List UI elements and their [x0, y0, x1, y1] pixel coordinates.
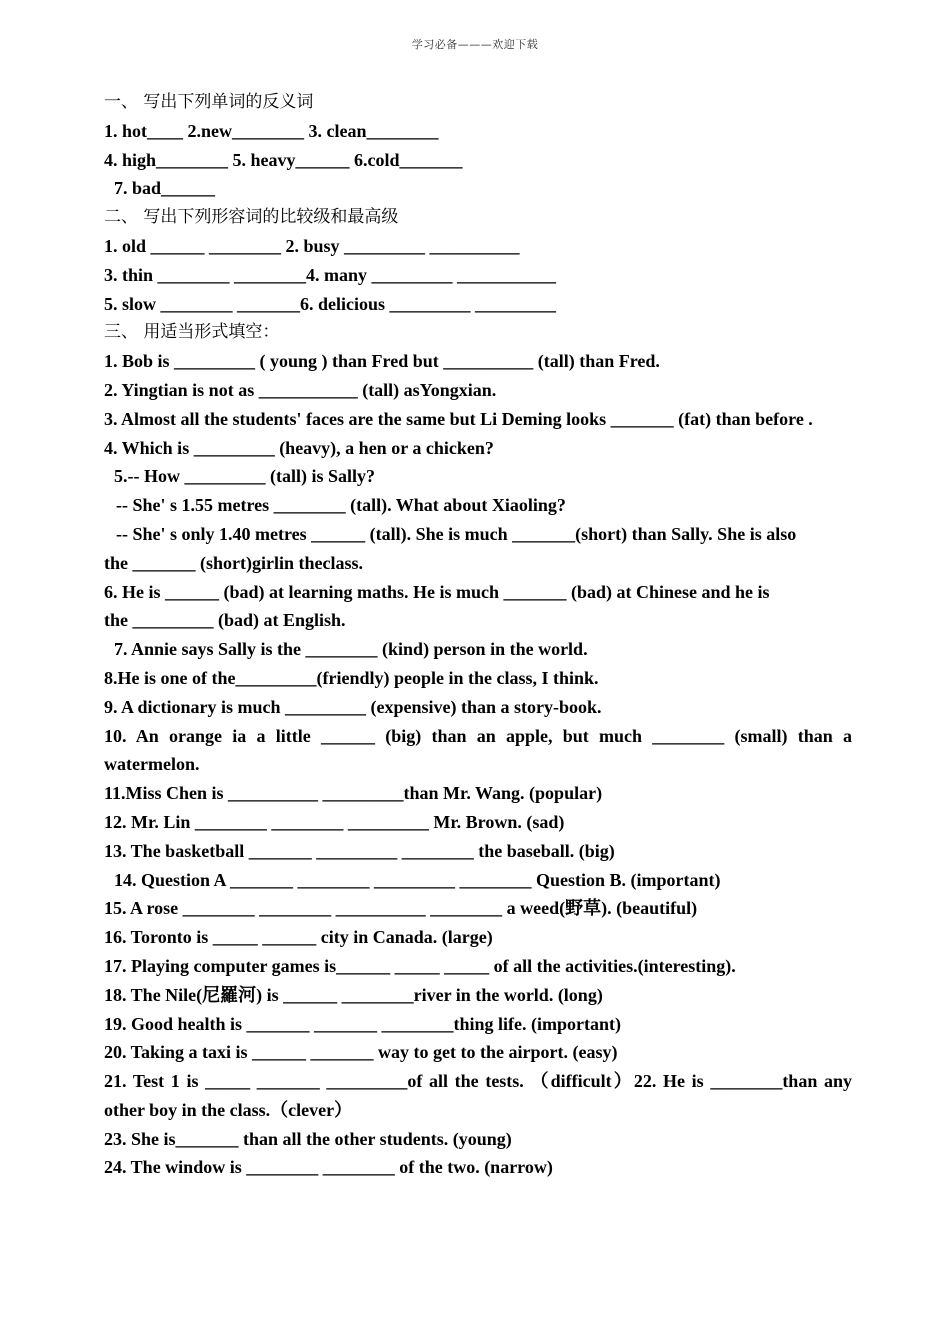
exercise-line: 18. The Nile(尼羅河) is ______ ________river in the world. (long): [104, 984, 603, 1005]
exercise-line: -- She' s 1.55 metres ________ (tall). What about Xiaoling?: [116, 495, 566, 516]
exercise-line: the _________ (bad) at English.: [104, 610, 346, 631]
section-heading: 三、 用适当形式填空：: [104, 322, 280, 343]
exercise-line: 8.He is one of the_________(friendly) people in the class, I think.: [104, 667, 599, 688]
exercise-line: 2. Yingtian is not as ___________ (tall) asYongxian.: [104, 379, 497, 400]
exercise-line: 14. Question A _______ ________ _________ ________ Question B. (important): [114, 869, 721, 890]
exercise-line: 19. Good health is _______ _______ ________thing life. (important): [104, 1013, 622, 1034]
exercise-line: 3. Almost all the students' faces are the same but Li Deming looks _______ (fat) than before .: [104, 408, 813, 429]
exercise-line: 7. bad______: [114, 178, 216, 199]
exercise-line: 11.Miss Chen is __________ _________than Mr. Wang. (popular): [104, 783, 603, 804]
exercise-line: 1. old ______ ________ 2. busy _________ __________: [104, 235, 520, 256]
exercise-line: 3. thin ________ ________4. many _________ ___________: [104, 264, 557, 285]
exercise-line: 17. Playing computer games is______ _____ _____ of all the activities.(interesting).: [104, 955, 736, 976]
exercise-line: 4. Which is _________ (heavy), a hen or a chicken?: [104, 437, 494, 458]
exercise-line: 5.-- How _________ (tall) is Sally?: [114, 466, 375, 487]
page-header: 学习必备———欢迎下载: [411, 38, 539, 51]
exercise-line: the _______ (short)girlin theclass.: [104, 552, 363, 573]
exercise-line: 16. Toronto is _____ ______ city in Canada. (large): [104, 927, 493, 948]
exercise-line: 15. A rose ________ ________ __________ ________ a weed(野草). (beautiful): [104, 898, 698, 919]
section-heading: 一、 写出下列单词的反义词: [104, 92, 314, 112]
exercise-line: 13. The basketball _______ _________ ________ the baseball. (big): [104, 840, 615, 861]
exercise-line: 23. She is_______ than all the other students. (young): [104, 1128, 512, 1149]
exercise-line: 4. high________ 5. heavy______ 6.cold_______: [104, 149, 463, 170]
exercise-line: 1. Bob is _________ ( young ) than Fred but __________ (tall) than Fred.: [104, 351, 660, 372]
exercise-line: 10. An orange ia a little ______ (big) than an apple, but much ________ (small) than a watermelon.: [104, 725, 852, 775]
exercise-line: 1. hot____ 2.new________ 3. clean________: [104, 120, 439, 141]
exercise-line: 9. A dictionary is much _________ (expensive) than a story-book.: [104, 696, 602, 717]
exercise-line: 5. slow ________ _______6. delicious _________ _________: [104, 293, 557, 314]
exercise-line: 24. The window is ________ ________ of the two. (narrow): [104, 1157, 553, 1178]
exercise-line: -- She' s only 1.40 metres ______ (tall). She is much _______(short) than Sally. She is also: [116, 523, 797, 544]
exercise-line: 20. Taking a taxi is ______ _______ way to get to the airport. (easy): [104, 1042, 618, 1063]
exercise-line: 21. Test 1 is _____ _______ _________of all the tests. （difficult）22. He is ________than any other boy in the class.（clever）: [104, 1071, 852, 1120]
worksheet-content: [104, 88, 852, 1182]
section-heading: 二、 写出下列形容词的比较级和最高级: [104, 207, 399, 228]
exercise-line: 12. Mr. Lin ________ ________ _________ Mr. Brown. (sad): [104, 811, 565, 832]
exercise-line: 6. He is ______ (bad) at learning maths. He is much _______ (bad) at Chinese and he is: [104, 581, 770, 602]
exercise-line: 7. Annie says Sally is the ________ (kind) person in the world.: [114, 639, 588, 660]
